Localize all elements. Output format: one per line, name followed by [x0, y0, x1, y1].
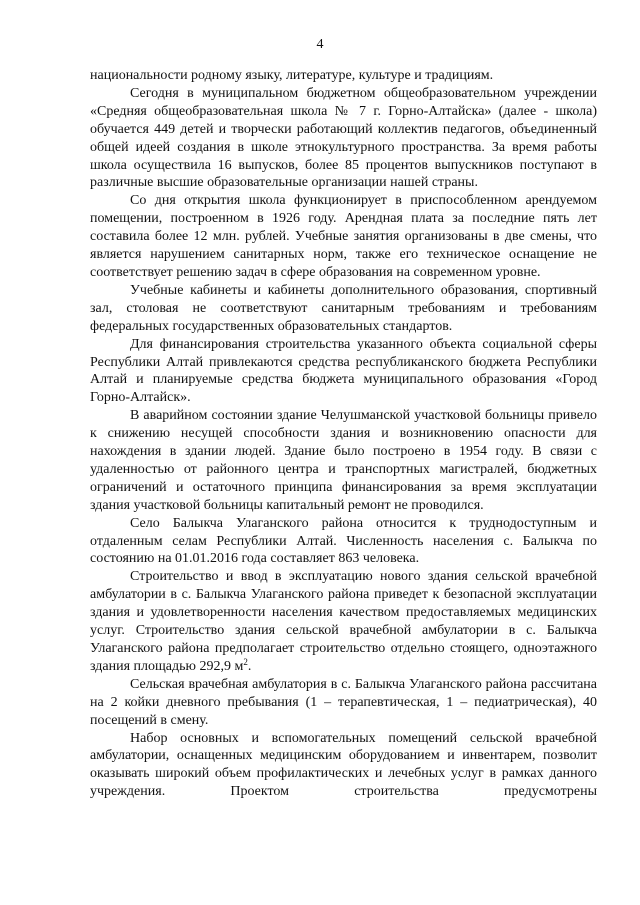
paragraph-text: Строительство и ввод в эксплуатацию нового здания сельской врачебной амбулатории в с. Балыкча Улаганского района приведет к безопасной эксплуатации здания и удовлетворенности населения качеством предоставляемых медицинских услуг. Строительство здания сельской врачебной амбулатории в с. Балыкча Улаганского района предполагает строительство отдельно стоящего, одноэтажного здания площадью 292,9 м [90, 569, 597, 674]
paragraph-hospital [90, 407, 597, 514]
paragraph-text: национальности родному языку, литературе, культуре и традициям. [90, 68, 494, 83]
paragraph-text: Для финансирования строительства указанного объекта социальной сферы Республики Алтай привлекаются средства республиканского бюджета Республики Алтай и планируемые средства бюджета муниципального образования «Город Горно-Алтайск». [90, 336, 597, 406]
paragraph-building [90, 192, 597, 282]
paragraph-school [90, 85, 597, 192]
paragraph-text: Набор основных и вспомогательных помещений сельской врачебной амбулатории, оснащенных медицинским оборудованием и инвентарем, позволит оказывать широкий объем профилактических и лечебных услуг в рамках данного учреждения. Проектом строительства предусмотрены [90, 730, 597, 800]
paragraph-text: Сегодня в муниципальном бюджетном общеобразовательном учреждении «Средняя общеобразовательная школа № 7 г. Горно-Алтайска» (далее - школа) обучается 449 детей и творчески работающий коллектив педагогов, объединенный общей идеей создания в школе этнокультурного пространства. За время работы школа осуществила 16 выпусков, более 85 процентов выпускников поступают в различные высшие образовательные организации нашей страны. [90, 85, 597, 191]
paragraph-construction [90, 568, 597, 675]
page-number: 4 [316, 37, 324, 52]
paragraph-text: Учебные кабинеты и кабинеты дополнительного образования, спортивный зал, столовая не соответствуют санитарным требованиям и требованиям федеральных государственных образовательных стандартов. [90, 282, 597, 334]
paragraph-equipment [90, 730, 597, 802]
superscript: 2 [243, 656, 248, 667]
paragraph-text: В аварийном состоянии здание Челушманской участковой больницы привело к снижению несущей способности здания и возникновению опасности для нахождения в здании людей. Здание было построено в 1954 году. В связи с удаленностью от районного центра и транспортных магистралей, бюджетных ограничений и остаточного принципа финансирования за время эксплуатации здания участковой больницы капитальный ремонт не проводился. [90, 408, 597, 513]
paragraph-tail: . [247, 658, 252, 674]
paragraph-text: Село Балыкча Улаганского района относится к труднодоступным и отдаленным селам Республики Алтай. Численность населения с. Балыкча по состоянию на 01.01.2016 года составляет 863 человека. [90, 515, 597, 567]
document-body [90, 67, 597, 801]
paragraph-text: Со дня открытия школа функционирует в приспособленном арендуемом помещении, построенном в 1926 году. Арендная плата за последние пять лет составила более 12 млн. рублей. Учебные занятия организованы в две смены, что является нарушением санитарных норм, также его техническое оснащение не соответствует решению задач в сфере образования на современном уровне. [90, 193, 597, 280]
paragraph-financing [90, 336, 597, 408]
paragraph-classrooms [90, 282, 597, 336]
paragraph-village [90, 515, 597, 569]
paragraph-ambulatory-capacity [90, 676, 597, 730]
paragraph-text: Сельская врачебная амбулатория в с. Балыкча Улаганского района рассчитана на 2 койки дневного пребывания (1 – терапевтическая, 1 – педиатрическая), 40 посещений в смену. [90, 676, 597, 728]
paragraph-continuation [90, 67, 597, 85]
